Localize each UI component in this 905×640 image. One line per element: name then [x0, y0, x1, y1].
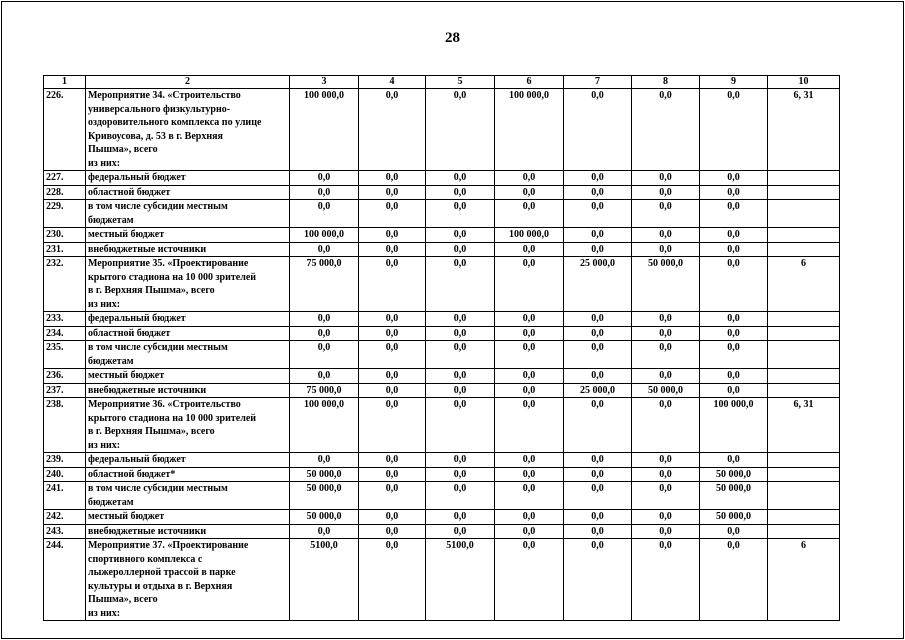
row-description: внебюджетные источники: [86, 383, 290, 398]
row-description: в том числе субсидии местным бюджетам: [86, 200, 290, 228]
cell-col-9: 0,0: [700, 200, 768, 228]
cell-col-8: 0,0: [632, 398, 700, 453]
cell-col-6: 0,0: [495, 257, 564, 312]
cell-col-8: 0,0: [632, 312, 700, 327]
column-header: 2: [86, 76, 290, 89]
cell-col-8: 50 000,0: [632, 383, 700, 398]
cell-col-9: 0,0: [700, 242, 768, 257]
cell-col-9: 50 000,0: [700, 510, 768, 525]
cell-col-4: 0,0: [359, 312, 426, 327]
cell-col-5: 0,0: [426, 228, 495, 243]
cell-col-7: 0,0: [564, 524, 632, 539]
row-description: внебюджетные источники: [86, 242, 290, 257]
cell-col-10: [768, 383, 840, 398]
cell-col-8: 0,0: [632, 228, 700, 243]
cell-col-9: 0,0: [700, 89, 768, 171]
cell-col-6: 0,0: [495, 453, 564, 468]
cell-col-4: 0,0: [359, 453, 426, 468]
cell-col-7: 0,0: [564, 242, 632, 257]
cell-col-4: 0,0: [359, 383, 426, 398]
cell-col-10: [768, 482, 840, 510]
table-row: [44, 539, 840, 621]
cell-col-7: 25 000,0: [564, 257, 632, 312]
cell-col-4: 0,0: [359, 185, 426, 200]
cell-col-8: 0,0: [632, 524, 700, 539]
cell-col-4: 0,0: [359, 200, 426, 228]
cell-col-10: [768, 524, 840, 539]
table-header-row: [44, 76, 840, 89]
cell-col-10: [768, 171, 840, 186]
cell-col-9: 0,0: [700, 524, 768, 539]
row-number: 234.: [44, 326, 86, 341]
cell-col-8: 0,0: [632, 369, 700, 384]
cell-col-4: 0,0: [359, 524, 426, 539]
cell-col-4: 0,0: [359, 326, 426, 341]
cell-col-9: 0,0: [700, 326, 768, 341]
cell-col-3: 0,0: [290, 326, 359, 341]
cell-col-10: [768, 200, 840, 228]
cell-col-3: 0,0: [290, 453, 359, 468]
cell-col-3: 100 000,0: [290, 89, 359, 171]
cell-col-10: [768, 242, 840, 257]
cell-col-7: 0,0: [564, 89, 632, 171]
cell-col-6: 0,0: [495, 185, 564, 200]
cell-col-3: 75 000,0: [290, 257, 359, 312]
cell-col-4: 0,0: [359, 341, 426, 369]
cell-col-6: 0,0: [495, 341, 564, 369]
cell-col-9: 0,0: [700, 341, 768, 369]
cell-col-6: 0,0: [495, 398, 564, 453]
row-number: 231.: [44, 242, 86, 257]
cell-col-5: 0,0: [426, 510, 495, 525]
cell-col-7: 0,0: [564, 510, 632, 525]
cell-col-6: 100 000,0: [495, 228, 564, 243]
cell-col-5: 0,0: [426, 341, 495, 369]
row-description: внебюджетные источники: [86, 524, 290, 539]
cell-col-5: 5100,0: [426, 539, 495, 621]
cell-col-3: 0,0: [290, 369, 359, 384]
cell-col-3: 0,0: [290, 200, 359, 228]
table-row: [44, 242, 840, 257]
row-description: местный бюджет: [86, 369, 290, 384]
cell-col-9: 50 000,0: [700, 467, 768, 482]
cell-col-8: 0,0: [632, 242, 700, 257]
cell-col-8: 0,0: [632, 341, 700, 369]
row-description: областной бюджет: [86, 185, 290, 200]
cell-col-6: 100 000,0: [495, 89, 564, 171]
cell-col-7: 0,0: [564, 228, 632, 243]
cell-col-3: 50 000,0: [290, 510, 359, 525]
cell-col-8: 0,0: [632, 453, 700, 468]
cell-col-8: 0,0: [632, 510, 700, 525]
row-number: 237.: [44, 383, 86, 398]
cell-col-5: 0,0: [426, 242, 495, 257]
cell-col-6: 0,0: [495, 539, 564, 621]
cell-col-5: 0,0: [426, 312, 495, 327]
cell-col-6: 0,0: [495, 467, 564, 482]
row-description: областной бюджет: [86, 326, 290, 341]
cell-col-6: 0,0: [495, 200, 564, 228]
column-header: 6: [495, 76, 564, 89]
row-number: 240.: [44, 467, 86, 482]
table-row: [44, 171, 840, 186]
cell-col-3: 100 000,0: [290, 398, 359, 453]
cell-col-10: [768, 312, 840, 327]
column-header: 9: [700, 76, 768, 89]
cell-col-3: 0,0: [290, 171, 359, 186]
cell-col-4: 0,0: [359, 467, 426, 482]
cell-col-8: 50 000,0: [632, 257, 700, 312]
cell-col-10: [768, 185, 840, 200]
row-description: Мероприятие 36. «Строительство крытого стадиона на 10 000 зрителей в г. Верхняя Пышма», всего из них:: [86, 398, 290, 453]
table-row: [44, 312, 840, 327]
table-row: [44, 467, 840, 482]
cell-col-6: 0,0: [495, 242, 564, 257]
page-number: 28: [445, 30, 460, 46]
row-number: 229.: [44, 200, 86, 228]
cell-col-5: 0,0: [426, 369, 495, 384]
cell-col-8: 0,0: [632, 482, 700, 510]
cell-col-3: 0,0: [290, 242, 359, 257]
cell-col-10: [768, 369, 840, 384]
cell-col-7: 0,0: [564, 369, 632, 384]
table-row: [44, 326, 840, 341]
cell-col-9: 0,0: [700, 312, 768, 327]
cell-col-5: 0,0: [426, 89, 495, 171]
column-header: 1: [44, 76, 86, 89]
row-description: местный бюджет: [86, 228, 290, 243]
column-header: 7: [564, 76, 632, 89]
row-description: федеральный бюджет: [86, 453, 290, 468]
table-row: [44, 453, 840, 468]
budget-table: [43, 75, 840, 621]
cell-col-7: 0,0: [564, 482, 632, 510]
cell-col-3: 0,0: [290, 185, 359, 200]
cell-col-6: 0,0: [495, 312, 564, 327]
cell-col-4: 0,0: [359, 257, 426, 312]
row-description: областной бюджет*: [86, 467, 290, 482]
cell-col-3: 100 000,0: [290, 228, 359, 243]
row-description: Мероприятие 34. «Строительство универсального физкультурно- оздоровительного комплекса по улице Кривоусова, д. 53 в г. Верхняя Пышма», всего из них:: [86, 89, 290, 171]
cell-col-6: 0,0: [495, 326, 564, 341]
row-number: 235.: [44, 341, 86, 369]
column-header: 10: [768, 76, 840, 89]
cell-col-7: 0,0: [564, 171, 632, 186]
table-row: [44, 89, 840, 171]
cell-col-4: 0,0: [359, 369, 426, 384]
row-number: 226.: [44, 89, 86, 171]
row-description: федеральный бюджет: [86, 171, 290, 186]
cell-col-9: 50 000,0: [700, 482, 768, 510]
row-number: 236.: [44, 369, 86, 384]
cell-col-6: 0,0: [495, 510, 564, 525]
cell-col-9: 100 000,0: [700, 398, 768, 453]
cell-col-5: 0,0: [426, 524, 495, 539]
cell-col-6: 0,0: [495, 369, 564, 384]
cell-col-9: 0,0: [700, 383, 768, 398]
cell-col-4: 0,0: [359, 510, 426, 525]
cell-col-9: 0,0: [700, 369, 768, 384]
cell-col-4: 0,0: [359, 171, 426, 186]
cell-col-5: 0,0: [426, 398, 495, 453]
table-row: [44, 383, 840, 398]
cell-col-4: 0,0: [359, 228, 426, 243]
row-number: 232.: [44, 257, 86, 312]
cell-col-5: 0,0: [426, 467, 495, 482]
row-description: в том числе субсидии местным бюджетам: [86, 482, 290, 510]
table-row: [44, 524, 840, 539]
cell-col-5: 0,0: [426, 171, 495, 186]
row-number: 243.: [44, 524, 86, 539]
cell-col-7: 0,0: [564, 200, 632, 228]
cell-col-8: 0,0: [632, 539, 700, 621]
cell-col-4: 0,0: [359, 398, 426, 453]
cell-col-3: 0,0: [290, 524, 359, 539]
column-header: 5: [426, 76, 495, 89]
cell-col-9: 0,0: [700, 257, 768, 312]
row-number: 239.: [44, 453, 86, 468]
cell-col-7: 0,0: [564, 453, 632, 468]
table-row: [44, 482, 840, 510]
cell-col-10: [768, 467, 840, 482]
cell-col-5: 0,0: [426, 200, 495, 228]
cell-col-7: 0,0: [564, 341, 632, 369]
column-header: 3: [290, 76, 359, 89]
cell-col-7: 0,0: [564, 467, 632, 482]
cell-col-5: 0,0: [426, 453, 495, 468]
cell-col-6: 0,0: [495, 524, 564, 539]
cell-col-3: 75 000,0: [290, 383, 359, 398]
row-number: 238.: [44, 398, 86, 453]
table-row: [44, 257, 840, 312]
cell-col-7: 0,0: [564, 185, 632, 200]
cell-col-4: 0,0: [359, 482, 426, 510]
cell-col-9: 0,0: [700, 453, 768, 468]
row-number: 241.: [44, 482, 86, 510]
cell-col-8: 0,0: [632, 326, 700, 341]
cell-col-10: [768, 510, 840, 525]
cell-col-5: 0,0: [426, 383, 495, 398]
cell-col-10: [768, 341, 840, 369]
cell-col-7: 0,0: [564, 398, 632, 453]
cell-col-10: 6, 31: [768, 89, 840, 171]
cell-col-4: 0,0: [359, 89, 426, 171]
table-row: [44, 398, 840, 453]
row-number: 233.: [44, 312, 86, 327]
row-description: федеральный бюджет: [86, 312, 290, 327]
row-number: 230.: [44, 228, 86, 243]
cell-col-3: 0,0: [290, 312, 359, 327]
cell-col-10: [768, 453, 840, 468]
cell-col-3: 5100,0: [290, 539, 359, 621]
table-row: [44, 369, 840, 384]
cell-col-7: 25 000,0: [564, 383, 632, 398]
column-header: 4: [359, 76, 426, 89]
cell-col-7: 0,0: [564, 326, 632, 341]
cell-col-3: 50 000,0: [290, 482, 359, 510]
cell-col-5: 0,0: [426, 185, 495, 200]
column-header: 8: [632, 76, 700, 89]
cell-col-9: 0,0: [700, 185, 768, 200]
cell-col-5: 0,0: [426, 326, 495, 341]
cell-col-3: 0,0: [290, 341, 359, 369]
cell-col-6: 0,0: [495, 383, 564, 398]
cell-col-9: 0,0: [700, 171, 768, 186]
row-description: Мероприятие 35. «Проектирование крытого стадиона на 10 000 зрителей в г. Верхняя Пышма», всего из них:: [86, 257, 290, 312]
cell-col-5: 0,0: [426, 257, 495, 312]
cell-col-8: 0,0: [632, 89, 700, 171]
table-row: [44, 200, 840, 228]
row-number: 227.: [44, 171, 86, 186]
cell-col-10: [768, 228, 840, 243]
cell-col-8: 0,0: [632, 171, 700, 186]
cell-col-10: 6: [768, 539, 840, 621]
row-description: в том числе субсидии местным бюджетам: [86, 341, 290, 369]
table-row: [44, 341, 840, 369]
row-number: 228.: [44, 185, 86, 200]
cell-col-6: 0,0: [495, 482, 564, 510]
cell-col-5: 0,0: [426, 482, 495, 510]
row-description: Мероприятие 37. «Проектирование спортивного комплекса с лыжероллерной трассой в парке культуры и отдыха в г. Верхняя Пышма», всего из них:: [86, 539, 290, 621]
cell-col-6: 0,0: [495, 171, 564, 186]
cell-col-8: 0,0: [632, 200, 700, 228]
cell-col-7: 0,0: [564, 312, 632, 327]
table-row: [44, 228, 840, 243]
cell-col-10: 6, 31: [768, 398, 840, 453]
cell-col-10: [768, 326, 840, 341]
row-description: местный бюджет: [86, 510, 290, 525]
cell-col-10: 6: [768, 257, 840, 312]
row-number: 244.: [44, 539, 86, 621]
cell-col-4: 0,0: [359, 539, 426, 621]
cell-col-9: 0,0: [700, 228, 768, 243]
cell-col-8: 0,0: [632, 467, 700, 482]
table-row: [44, 185, 840, 200]
row-number: 242.: [44, 510, 86, 525]
cell-col-9: 0,0: [700, 539, 768, 621]
cell-col-8: 0,0: [632, 185, 700, 200]
cell-col-4: 0,0: [359, 242, 426, 257]
table-row: [44, 510, 840, 525]
cell-col-3: 50 000,0: [290, 467, 359, 482]
cell-col-7: 0,0: [564, 539, 632, 621]
